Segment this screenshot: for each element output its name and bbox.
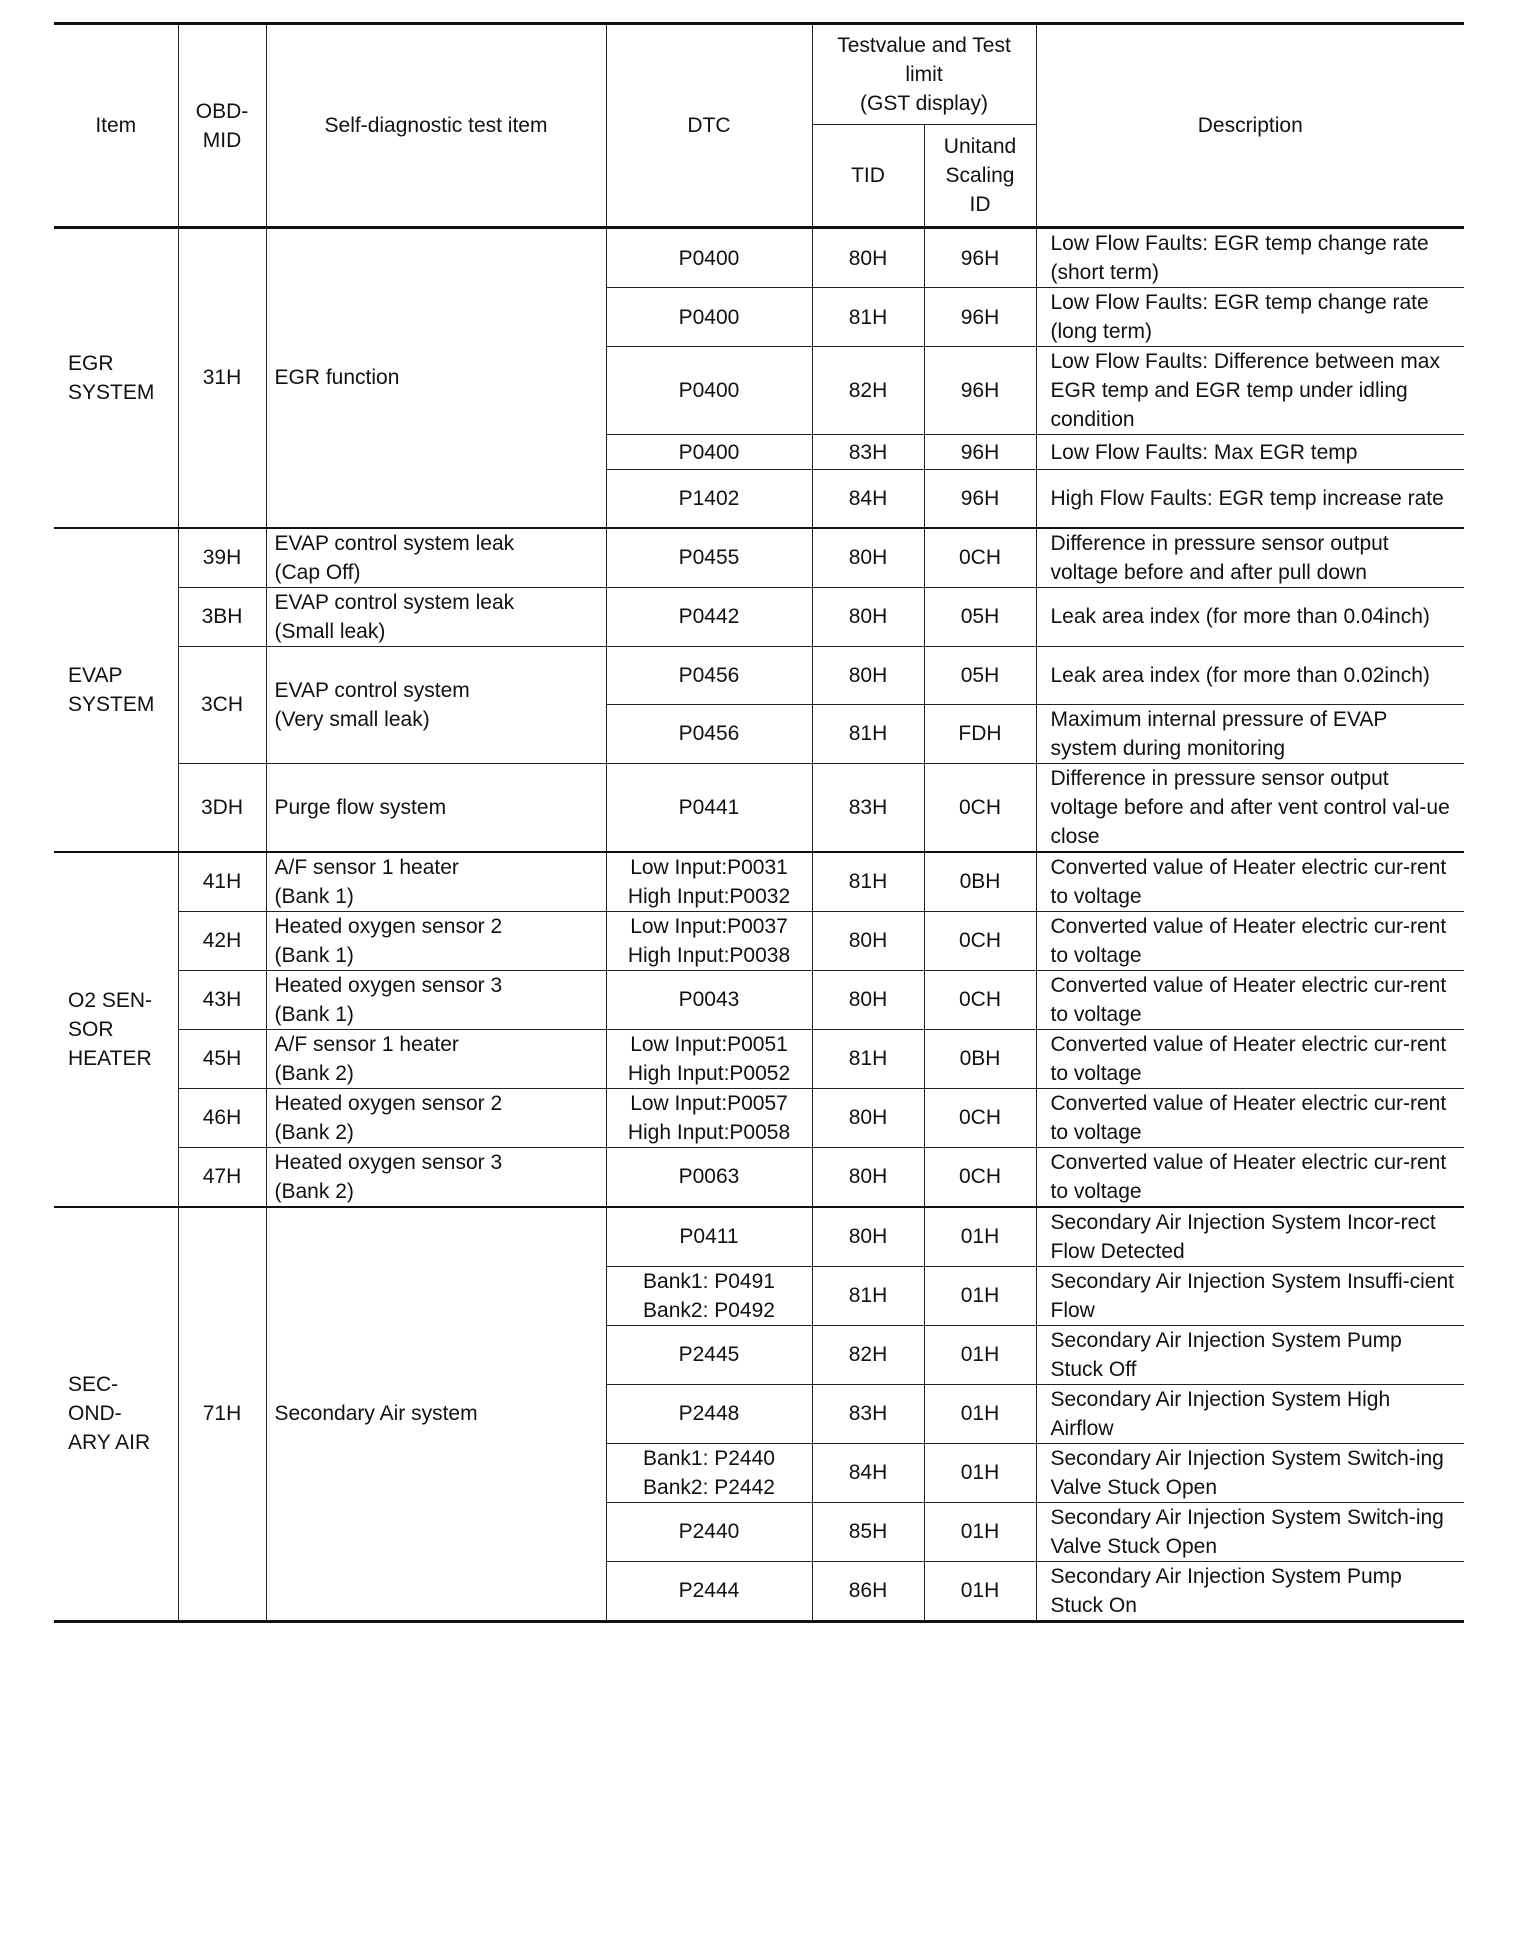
unit-scaling-id-cell: 0CH — [924, 763, 1036, 852]
table-row — [54, 911, 1464, 970]
header-unit-scaling-id: Unitand Scaling ID — [924, 125, 1036, 228]
description-cell: Low Flow Faults: Difference between max EGR temp and EGR temp under idling condition — [1036, 347, 1464, 435]
unit-scaling-id-cell: 0CH — [924, 911, 1036, 970]
description-cell: Converted value of Heater electric cur-rent to voltage — [1036, 1088, 1464, 1147]
tid-cell: 86H — [812, 1561, 924, 1621]
dtc-cell: P0456 — [606, 704, 812, 763]
unit-scaling-id-cell: 96H — [924, 347, 1036, 435]
unit-scaling-id-cell: 0BH — [924, 852, 1036, 912]
obd-mid-cell: 31H — [178, 228, 266, 528]
tid-cell: 81H — [812, 1266, 924, 1325]
dtc-cell: P0400 — [606, 228, 812, 288]
tid-cell: 80H — [812, 587, 924, 646]
tid-cell: 83H — [812, 763, 924, 852]
dtc-cell: P0442 — [606, 587, 812, 646]
unit-scaling-id-cell: 0CH — [924, 1147, 1036, 1207]
tid-cell: 81H — [812, 704, 924, 763]
item-cell: EGR SYSTEM — [54, 228, 178, 528]
header-test-value-group: Testvalue and Test limit (GST display) — [812, 24, 1036, 125]
tid-cell: 83H — [812, 1384, 924, 1443]
header-item: Item — [54, 24, 178, 228]
unit-scaling-id-cell: 96H — [924, 435, 1036, 470]
tid-cell: 80H — [812, 646, 924, 704]
description-cell: Leak area index (for more than 0.02inch) — [1036, 646, 1464, 704]
test-item-cell: Heated oxygen sensor 3 (Bank 1) — [266, 970, 606, 1029]
dtc-cell: P0400 — [606, 347, 812, 435]
obd-mid-cell: 42H — [178, 911, 266, 970]
unit-scaling-id-cell: 0CH — [924, 1088, 1036, 1147]
unit-scaling-id-cell: 0CH — [924, 970, 1036, 1029]
dtc-cell: P0400 — [606, 435, 812, 470]
obd-mid-cell: 45H — [178, 1029, 266, 1088]
dtc-cell: P0441 — [606, 763, 812, 852]
dtc-cell: Low Input:P0031 High Input:P0032 — [606, 852, 812, 912]
description-cell: Secondary Air Injection System Pump Stuck Off — [1036, 1325, 1464, 1384]
unit-scaling-id-cell: 0CH — [924, 528, 1036, 588]
dtc-cell: P2445 — [606, 1325, 812, 1384]
unit-scaling-id-cell: 01H — [924, 1502, 1036, 1561]
unit-scaling-id-cell: 01H — [924, 1207, 1036, 1267]
unit-scaling-id-cell: 0BH — [924, 1029, 1036, 1088]
table-header — [54, 24, 1464, 228]
description-cell: Low Flow Faults: Max EGR temp — [1036, 435, 1464, 470]
description-cell: Secondary Air Injection System Switch-ing Valve Stuck Open — [1036, 1443, 1464, 1502]
tid-cell: 85H — [812, 1502, 924, 1561]
description-cell: Secondary Air Injection System Pump Stuck On — [1036, 1561, 1464, 1621]
dtc-cell: Bank1: P2440 Bank2: P2442 — [606, 1443, 812, 1502]
test-item-cell: A/F sensor 1 heater (Bank 1) — [266, 852, 606, 912]
table-row — [54, 970, 1464, 1029]
tid-cell: 83H — [812, 435, 924, 470]
document-page — [54, 22, 1464, 1623]
tid-cell: 82H — [812, 1325, 924, 1384]
obd-mid-cell: 3DH — [178, 763, 266, 852]
header-self-diagnostic-test-item: Self-diagnostic test item — [266, 24, 606, 228]
dtc-cell: Low Input:P0037 High Input:P0038 — [606, 911, 812, 970]
test-item-cell: EVAP control system leak (Small leak) — [266, 587, 606, 646]
unit-scaling-id-cell: 96H — [924, 228, 1036, 288]
obd-mid-cell: 47H — [178, 1147, 266, 1207]
tid-cell: 80H — [812, 970, 924, 1029]
header-description: Description — [1036, 24, 1464, 228]
tid-cell: 80H — [812, 528, 924, 588]
unit-scaling-id-cell: 05H — [924, 587, 1036, 646]
unit-scaling-id-cell: 96H — [924, 470, 1036, 528]
table-row — [54, 587, 1464, 646]
unit-scaling-id-cell: FDH — [924, 704, 1036, 763]
dtc-cell: Low Input:P0051 High Input:P0052 — [606, 1029, 812, 1088]
item-cell: SEC- OND- ARY AIR — [54, 1207, 178, 1622]
description-cell: Secondary Air Injection System Incor-rect Flow Detected — [1036, 1207, 1464, 1267]
description-cell: Converted value of Heater electric cur-rent to voltage — [1036, 970, 1464, 1029]
dtc-cell: P1402 — [606, 470, 812, 528]
test-item-cell: A/F sensor 1 heater (Bank 2) — [266, 1029, 606, 1088]
dtc-cell: Bank1: P0491 Bank2: P0492 — [606, 1266, 812, 1325]
description-cell: Low Flow Faults: EGR temp change rate (short term) — [1036, 228, 1464, 288]
description-cell: Difference in pressure sensor output voltage before and after pull down — [1036, 528, 1464, 588]
tid-cell: 82H — [812, 347, 924, 435]
table-row — [54, 528, 1464, 588]
unit-scaling-id-cell: 01H — [924, 1384, 1036, 1443]
dtc-cell: P2440 — [606, 1502, 812, 1561]
obd-mid-cell: 41H — [178, 852, 266, 912]
description-cell: High Flow Faults: EGR temp increase rate — [1036, 470, 1464, 528]
dtc-cell: P0063 — [606, 1147, 812, 1207]
dtc-cell: P2448 — [606, 1384, 812, 1443]
dtc-cell: P0456 — [606, 646, 812, 704]
obd-mid-cell: 43H — [178, 970, 266, 1029]
unit-scaling-id-cell: 96H — [924, 288, 1036, 347]
table-row — [54, 228, 1464, 288]
tid-cell: 81H — [812, 1029, 924, 1088]
description-cell: Converted value of Heater electric cur-rent to voltage — [1036, 1147, 1464, 1207]
test-item-cell: Heated oxygen sensor 2 (Bank 2) — [266, 1088, 606, 1147]
description-cell: Converted value of Heater electric cur-rent to voltage — [1036, 1029, 1464, 1088]
header-dtc: DTC — [606, 24, 812, 228]
tid-cell: 84H — [812, 1443, 924, 1502]
tid-cell: 80H — [812, 1147, 924, 1207]
header-tid: TID — [812, 125, 924, 228]
test-item-cell: EVAP control system (Very small leak) — [266, 646, 606, 763]
table-row — [54, 1029, 1464, 1088]
test-item-cell: Purge flow system — [266, 763, 606, 852]
obd-mid-cell: 71H — [178, 1207, 266, 1622]
description-cell: Difference in pressure sensor output voltage before and after vent control val-ue close — [1036, 763, 1464, 852]
dtc-cell: P0400 — [606, 288, 812, 347]
test-item-cell: Heated oxygen sensor 2 (Bank 1) — [266, 911, 606, 970]
description-cell: Converted value of Heater electric cur-rent to voltage — [1036, 852, 1464, 912]
description-cell: Secondary Air Injection System High Airflow — [1036, 1384, 1464, 1443]
obd-mid-cell: 39H — [178, 528, 266, 588]
obd-mid-cell: 46H — [178, 1088, 266, 1147]
test-item-cell: EVAP control system leak (Cap Off) — [266, 528, 606, 588]
table-body — [54, 228, 1464, 1622]
description-cell: Secondary Air Injection System Switch-ing Valve Stuck Open — [1036, 1502, 1464, 1561]
table-row — [54, 852, 1464, 912]
test-item-cell: Heated oxygen sensor 3 (Bank 2) — [266, 1147, 606, 1207]
table-row — [54, 1207, 1464, 1267]
table-row — [54, 1147, 1464, 1207]
unit-scaling-id-cell: 01H — [924, 1443, 1036, 1502]
table-row — [54, 1088, 1464, 1147]
unit-scaling-id-cell: 01H — [924, 1266, 1036, 1325]
obd-mid-table — [54, 22, 1464, 1623]
tid-cell: 80H — [812, 228, 924, 288]
tid-cell: 80H — [812, 911, 924, 970]
table-row — [54, 763, 1464, 852]
dtc-cell: P0411 — [606, 1207, 812, 1267]
item-cell: EVAP SYSTEM — [54, 528, 178, 852]
dtc-cell: Low Input:P0057 High Input:P0058 — [606, 1088, 812, 1147]
tid-cell: 84H — [812, 470, 924, 528]
dtc-cell: P2444 — [606, 1561, 812, 1621]
description-cell: Low Flow Faults: EGR temp change rate (long term) — [1036, 288, 1464, 347]
obd-mid-cell: 3BH — [178, 587, 266, 646]
dtc-cell: P0043 — [606, 970, 812, 1029]
dtc-cell: P0455 — [606, 528, 812, 588]
description-cell: Converted value of Heater electric cur-rent to voltage — [1036, 911, 1464, 970]
tid-cell: 80H — [812, 1088, 924, 1147]
tid-cell: 81H — [812, 288, 924, 347]
table-row — [54, 646, 1464, 704]
description-cell: Secondary Air Injection System Insuffi-cient Flow — [1036, 1266, 1464, 1325]
test-item-cell: EGR function — [266, 228, 606, 528]
tid-cell: 80H — [812, 1207, 924, 1267]
description-cell: Leak area index (for more than 0.04inch) — [1036, 587, 1464, 646]
obd-mid-cell: 3CH — [178, 646, 266, 763]
unit-scaling-id-cell: 05H — [924, 646, 1036, 704]
description-cell: Maximum internal pressure of EVAP system during monitoring — [1036, 704, 1464, 763]
unit-scaling-id-cell: 01H — [924, 1561, 1036, 1621]
header-obd-mid: OBD- MID — [178, 24, 266, 228]
item-cell: O2 SEN- SOR HEATER — [54, 852, 178, 1207]
test-item-cell: Secondary Air system — [266, 1207, 606, 1622]
tid-cell: 81H — [812, 852, 924, 912]
unit-scaling-id-cell: 01H — [924, 1325, 1036, 1384]
